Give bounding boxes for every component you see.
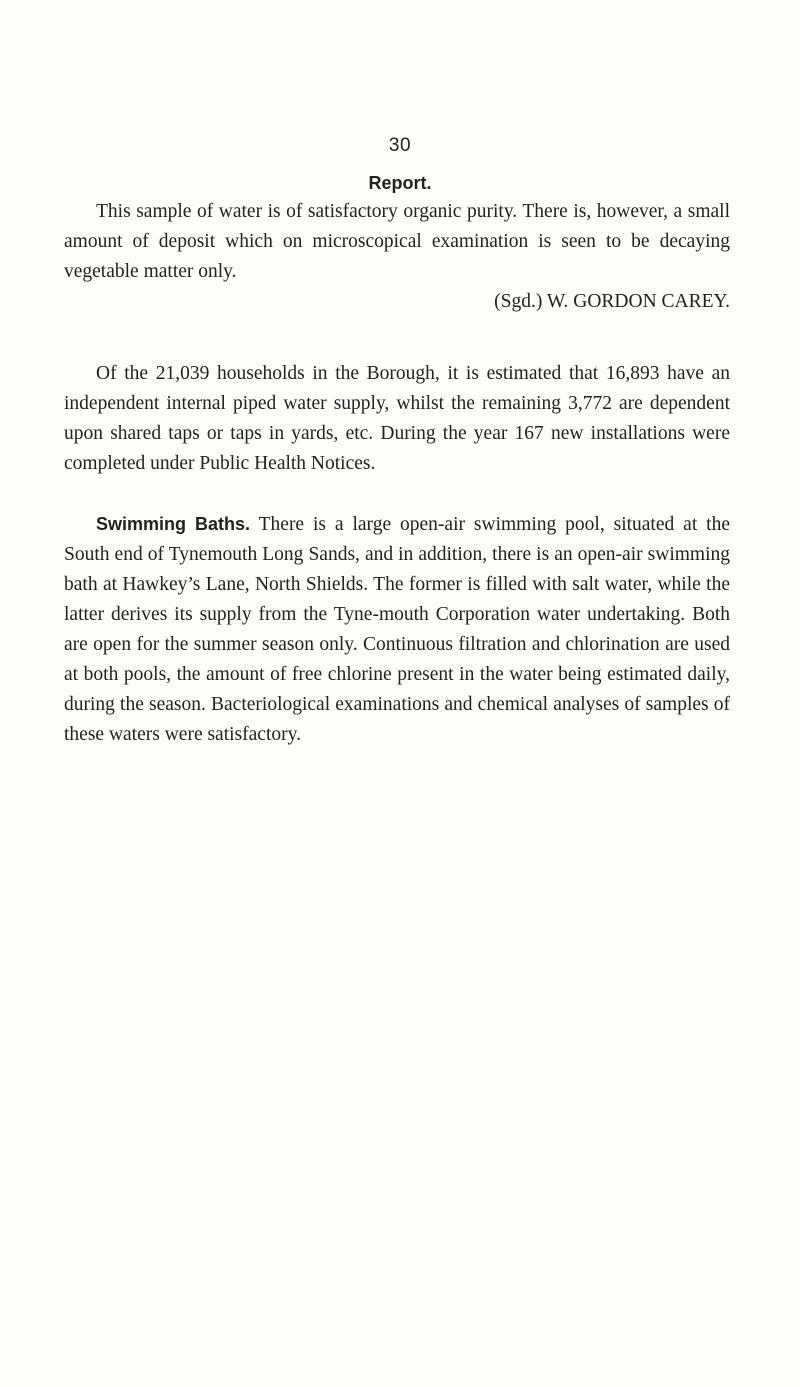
report-paragraph: This sample of water is of satisfactory organic purity. There is, however, a small amount of deposit which on microscopical examination is seen to be decaying vegetable matter only. [64, 201, 730, 282]
page-number: 30 [388, 135, 412, 156]
households-paragraph: Of the 21,039 households in the Borough, it is estimated that 16,893 have an independent internal piped water supply, whilst the remaining 3,772 are dependent upon shared taps or taps in yards, etc. During the year 167 new installations were completed under Public Health Notices. [64, 363, 730, 474]
swimming-baths-heading: Swimming Baths. [96, 514, 251, 534]
swimming-baths-paragraph: There is a large open-air swimming pool, situated at the South end of Tynemouth Long Sands, and in addition, there is an open-air swimming bath at Hawkey’s Lane, North Shields. The former is filled with salt water, while the latter derives its supply from the Tyne-mouth Corporation water undertaking. Both are open for the summer season only. Continuous filtration and chlorination are used at both pools, the amount of free chlorine present in the water being estimated daily, during the season. Bacteriological examinations and chemical analyses of samples of these waters were satisfactory. [64, 514, 730, 745]
signature: (Sgd.) W. GORDON CAREY. [494, 291, 730, 312]
report-heading: Report. [368, 173, 432, 193]
swimming-baths-section [64, 509, 730, 750]
